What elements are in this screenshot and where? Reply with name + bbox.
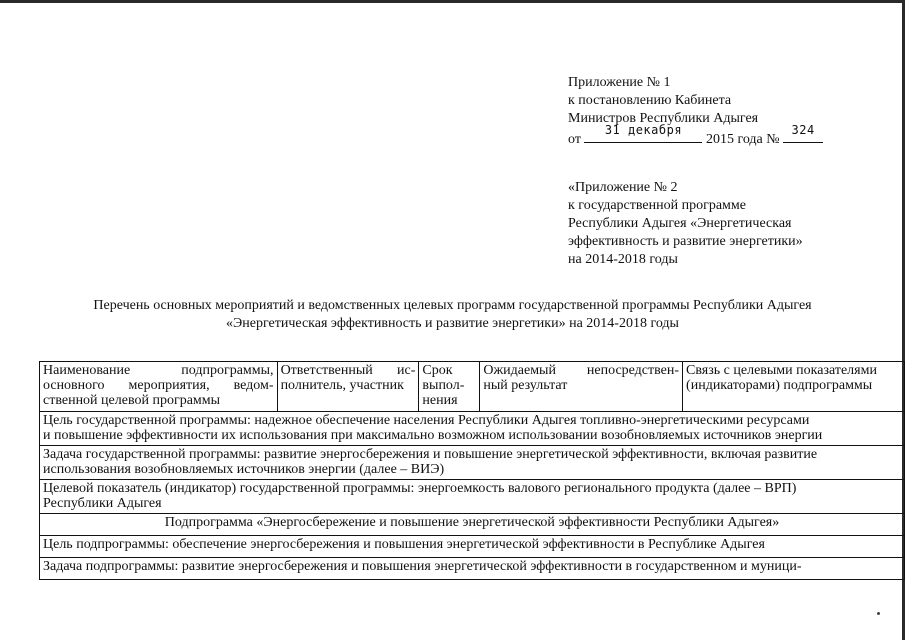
measures-table <box>39 361 905 580</box>
appendix-1-line: к постановлению Кабинета <box>568 93 732 108</box>
number-field <box>783 123 823 143</box>
date-value: 31 декабря <box>604 123 683 137</box>
appendix-2-line: на 2014-2018 годы <box>568 252 678 267</box>
table-row-indicator <box>40 480 905 514</box>
table-header-row <box>40 362 905 412</box>
sub-goal-cell: Цель подпрограммы: обеспечение энергосбережения и повышения энергетической эффективности в Республике Адыгея <box>40 536 905 558</box>
document-title <box>0 297 905 333</box>
table-row-task <box>40 446 905 480</box>
appendix-2-line: эффективность и развитие энергетики» <box>568 234 803 249</box>
table-row-sub-task <box>40 558 905 580</box>
subprogram-cell: Подпрограмма «Энергосбережение и повышение энергетической эффективности Республики Адыгея» <box>40 514 905 536</box>
header-cell-indicators: Связь с целевыми показателями (индикаторами) подпрограммы <box>683 362 905 412</box>
table-row-goal <box>40 412 905 446</box>
indicator-cell: Целевой показатель (индикатор) государственной программы: энергоемкость валового регионального продукта (далее – ВРП) Республики Адыгея <box>40 480 905 514</box>
document-title-line: «Энергетическая эффективность и развитие энергетики» на 2014-2018 годы <box>226 316 679 331</box>
appendix-1-line: Министров Республики Адыгея <box>568 111 759 126</box>
appendix-2-title: «Приложение № 2 <box>568 180 678 195</box>
header-cell-term: Срок выпол- нения <box>419 362 480 412</box>
sub-task-cell: Задача подпрограммы: развитие энергосбережения и повышения энергетической эффективности в государственном и муници- <box>40 558 905 580</box>
table-row-subprogram <box>40 514 905 536</box>
scan-speck <box>877 612 880 615</box>
appendix-1-date-line <box>568 123 823 149</box>
header-cell-responsible: Ответственный ис- полнитель, участник <box>277 362 419 412</box>
scan-edge-top <box>0 0 905 3</box>
appendix-2-line: Республики Адыгея «Энергетическая <box>568 216 792 231</box>
task-cell: Задача государственной программы: развитие энергосбережения и повышение энергетической эффективности, включая развитие использования возобновляемых источников энергии (далее – ВИЭ) <box>40 446 905 480</box>
appendix-1-block <box>568 74 823 149</box>
document-title-line: Перечень основных мероприятий и ведомственных целевых программ государственной программы Республики Адыгея <box>93 298 812 313</box>
table-row-sub-goal <box>40 536 905 558</box>
date-field <box>584 123 702 143</box>
header-cell-name: Наименование подпрограммы, основного мероприятия, ведом- ственной целевой программы <box>40 362 278 412</box>
appendix-2-block <box>568 179 803 269</box>
appendix-2-line: к государственной программе <box>568 198 746 213</box>
appendix-1-title: Приложение № 1 <box>568 75 671 90</box>
year-text: 2015 года № <box>705 132 780 147</box>
date-prefix: от <box>568 132 581 147</box>
number-value: 324 <box>791 123 815 137</box>
header-cell-result: Ожидаемый непосредствен- ный результат <box>480 362 683 412</box>
goal-cell: Цель государственной программы: надежное обеспечение населения Республики Адыгея топливно-энергетическими ресурсами и повышение эффективности их использования при максимально возможном использовании возобновляемых источников энергии <box>40 412 905 446</box>
